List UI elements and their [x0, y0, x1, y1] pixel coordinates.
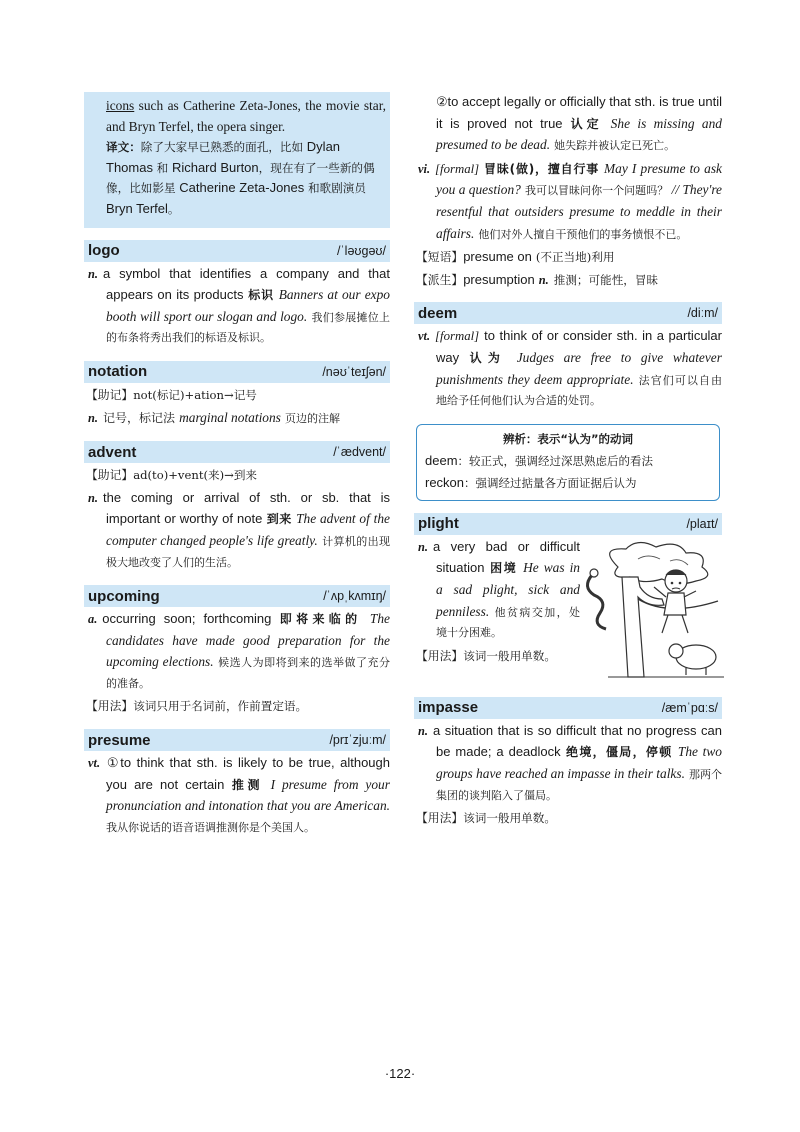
headword: upcoming [88, 587, 160, 605]
plight-area [414, 535, 722, 685]
pronunciation: /æmˈpɑːs/ [661, 700, 718, 715]
left-column [84, 92, 390, 838]
definition-plight: n. a very bad or difficult situation 困境 He was in a sad plight, sick and penniless. 他贫病交加，处境十分困难。 [418, 538, 580, 640]
headword-presume [84, 729, 390, 751]
synonym-discrimination-box [416, 424, 720, 501]
mnemonic-advent: 【助记】ad(to)+vent(来)→到来 [86, 468, 258, 483]
box-row-reckon: reckon：强调经过掂量各方面证据后认为 [425, 474, 637, 490]
usage-upcoming: 【用法】该词只用于名词前，作前置定语。 [86, 699, 308, 714]
continuation-english: icons such as Catherine Zeta-Jones, the movie star, and Bryn Terfel, the opera singer. [106, 98, 386, 134]
usage-plight: 【用法】该词一般用单数。 [416, 648, 556, 663]
page-number: ·122· [384, 1066, 416, 1081]
definition-logo: n. a symbol that identifies a company and that appears on its products 标识 Banners at our expo booth will sport our slogan and logo. 我们参展摊位上的布条将秀出我们的标语及标识。 [88, 265, 390, 345]
pronunciation: /ˈləʊgəʊ/ [337, 243, 386, 258]
headword-notation [84, 361, 390, 383]
headword: impasse [418, 699, 479, 717]
plight-cartoon-illustration [578, 537, 724, 679]
headword-upcoming [84, 585, 390, 607]
mnemonic-notation: 【助记】not(标记)+ation→记号 [86, 387, 257, 402]
headword-impasse [414, 697, 722, 719]
headword: deem [418, 304, 458, 322]
pronunciation: /diːm/ [687, 306, 718, 321]
continuation-box [84, 92, 390, 228]
continuation-translation: 译文：除了大家早已熟悉的面孔，比如 Dylan Thomas 和 Richard Burton，现在有了一些新的偶像，比如影星 Catherine Zeta-Jones 和歌剧演员 Bryn Terfel。 [106, 139, 375, 216]
definition-upcoming: a. occurring soon; forthcoming 即将来临的 The candidates have made good preparation for the upcoming elections. 候选人为即将到来的选举做了充分的准备。 [88, 611, 390, 690]
definition-notation: n. 记号，标记法 marginal notations 页边的注解 [88, 409, 340, 425]
headword: presume [88, 731, 151, 749]
pronunciation: /prɪˈzjuːm/ [329, 733, 386, 748]
definition-presume-sense3: vi. [formal] 冒昧(做)，擅自行事 May I presume to ask you a question? 我可以冒昧问你一个问题吗？ // They're resentful that outsiders presume to meddle in their affairs. 他们对外人擅自干预他们的事务愤恨不已。 [418, 160, 722, 241]
definition-impasse: n. a situation that is so difficult that no progress can be made; a deadlock 绝境，僵局，停顿 The two groups have reached an impasse in their talks. 那两个集团的谈判陷入了僵局。 [418, 722, 723, 802]
pronunciation: /plaɪt/ [686, 516, 718, 531]
derivative-presume: 【派生】presumption n. 推测；可能性，冒昧 [416, 271, 659, 287]
pronunciation: /ˈʌpˌkʌmɪŋ/ [323, 589, 386, 604]
box-row-deem: deem：较正式，强调经过深思熟虑后的看法 [425, 452, 654, 468]
pronunciation: /nəʊˈteɪʃən/ [322, 364, 386, 379]
headword-plight [414, 513, 722, 535]
headword-advent [84, 441, 390, 463]
definition-advent: n. the coming or arrival of sth. or sb. that is important or worthy of note 到来 The advent of the computer changed people's life greatly. 计算机的出现极大地改变了人们的生活。 [88, 489, 390, 569]
definition-presume-sense1: vt. ①to think that sth. is likely to be true, although you are not certain 推测 I presume from your pronunciation and intonation that you are American. 我从你说话的语音语调推测你是个美国人。 [88, 755, 390, 834]
definition-presume-sense2: ②to accept legally or officially that sth. is true until it is proved not true 认定 She is missing and presumed to be dead. 她失踪并被认定已死亡。 [436, 94, 722, 153]
box-title: 辨析：表示“认为”的动词 [502, 431, 634, 446]
headword: advent [88, 443, 137, 461]
headword: plight [418, 515, 459, 533]
headword-deem [414, 302, 722, 324]
headword-logo [84, 240, 390, 262]
usage-impasse: 【用法】该词一般用单数。 [416, 811, 556, 826]
headword: logo [88, 242, 120, 260]
pronunciation: /ˈædvent/ [333, 445, 386, 460]
definition-deem: vt. [formal] to think of or consider sth. in a particular way 认为 Judges are free to give whatever punishments they deem appropriate. 法官们可以自由地给予任何他们认为合适的处罚。 [418, 328, 722, 408]
right-column [414, 92, 722, 829]
plight-text [414, 535, 580, 667]
headword: notation [88, 363, 148, 381]
phrase-presume: 【短语】presume on (不正当地)利用 [416, 249, 615, 265]
